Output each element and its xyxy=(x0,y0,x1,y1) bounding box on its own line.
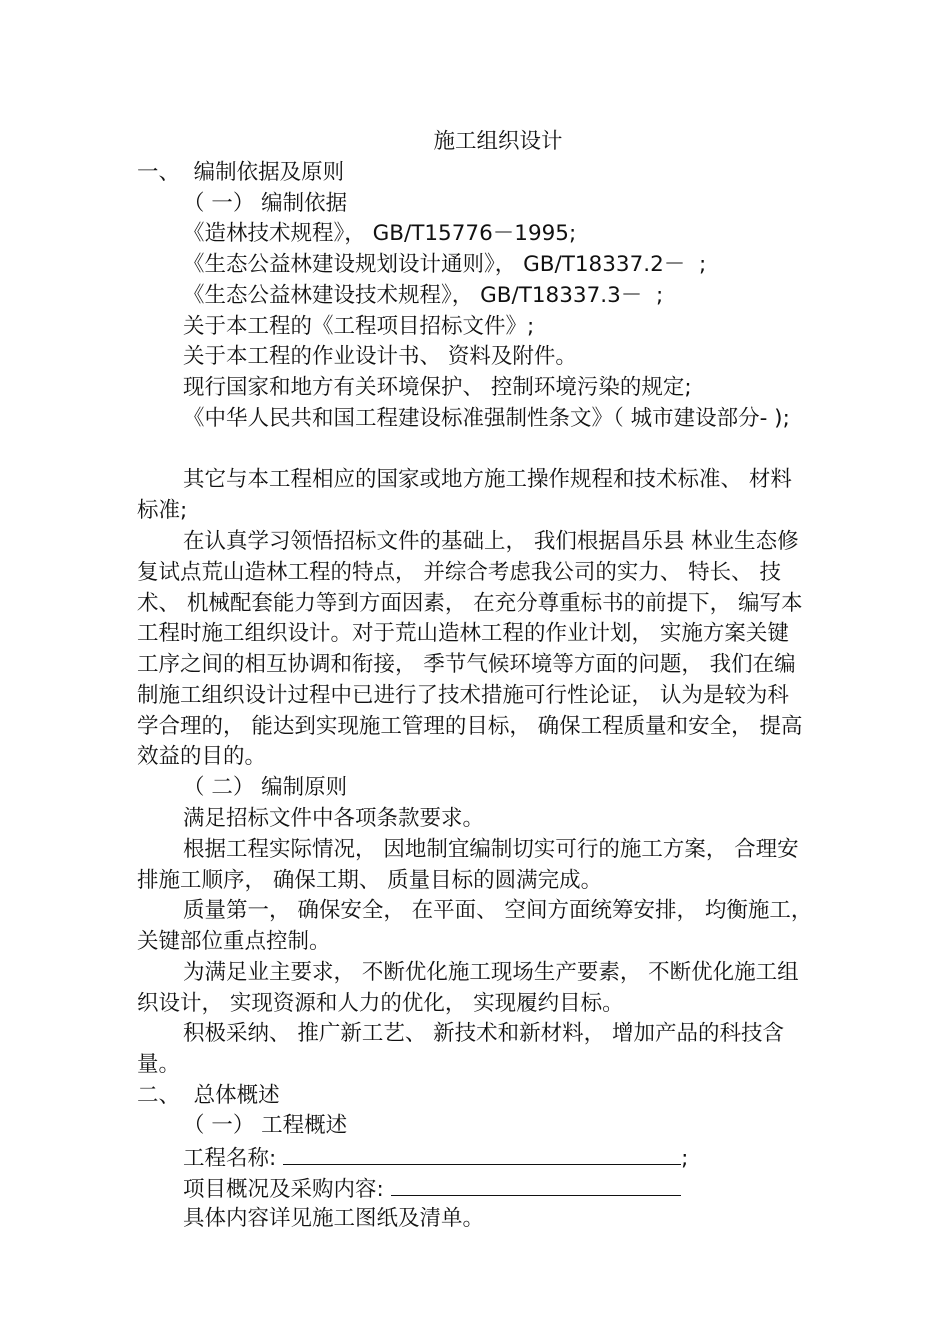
project-name-suffix: ; xyxy=(681,1146,689,1171)
paragraph-line: 学合理的， 能达到实现施工管理的目标， 确保工程质量和安全， 提高 xyxy=(137,714,803,739)
paragraph-line: 工程时施工组织设计。对于荒山造林工程的作业计划， 实施方案关键 xyxy=(137,621,789,646)
principle-line: 为满足业主要求， 不断优化施工现场生产要素， 不断优化施工组 xyxy=(183,960,799,985)
section-heading-1: 一、 编制依据及原则 xyxy=(137,160,345,185)
subsection-heading-basis: （ 一） 编制依据 xyxy=(183,191,348,216)
project-name-label: 工程名称: xyxy=(183,1146,277,1171)
subsection-heading-principles: （ 二） 编制原则 xyxy=(183,775,348,800)
paragraph-line: 其它与本工程相应的国家或地方施工操作规程和技术标准、 材料 xyxy=(183,467,792,492)
paragraph-line: 工序之间的相互协调和衔接， 季节气候环境等方面的问题， 我们在编 xyxy=(137,652,796,677)
project-scope-blank xyxy=(391,1173,681,1196)
principle-line: 积极采纳、 推广新工艺、 新技术和新材料， 增加产品的科技含 xyxy=(183,1021,785,1046)
project-scope-label: 项目概况及采购内容: xyxy=(183,1177,384,1202)
document-title: 施工组织设计 xyxy=(433,129,563,154)
paragraph-line: 在认真学习领悟招标文件的基础上， 我们根据昌乐县 林业生态修 xyxy=(183,529,799,554)
paragraph-line: 效益的目的。 xyxy=(137,744,267,769)
basis-item: 关于本工程的《工程项目招标文件》; xyxy=(183,314,535,339)
project-scope-line xyxy=(183,1173,681,1205)
basis-item: 现行国家和地方有关环境保护、 控制环境污染的规定; xyxy=(183,375,692,400)
paragraph-line: 标准; xyxy=(137,498,188,523)
principle-line: 量。 xyxy=(137,1052,181,1077)
details-note: 具体内容详见施工图纸及清单。 xyxy=(183,1206,485,1231)
principle-line: 满足招标文件中各项条款要求。 xyxy=(183,806,485,831)
paragraph-line: 复试点荒山造林工程的特点， 并综合考虑我公司的实力、 特长、 技 xyxy=(137,560,782,585)
paragraph-line: 制施工组织设计过程中已进行了技术措施可行性论证， 认为是较为科 xyxy=(137,683,789,708)
principle-line: 质量第一， 确保安全， 在平面、 空间方面统筹安排， 均衡施工， xyxy=(183,898,813,923)
paragraph-line: 术、 机械配套能力等到方面因素， 在充分尊重标书的前提下， 编写本 xyxy=(137,591,803,616)
section-heading-2: 二、 总体概述 xyxy=(137,1083,280,1108)
principle-line: 关键部位重点控制。 xyxy=(137,929,331,954)
basis-item: 《中华人民共和国工程建设标准强制性条文》（ 城市建设部分- ); xyxy=(183,406,790,431)
project-name-line xyxy=(183,1142,688,1174)
basis-item: 《造林技术规程》， GB/T15776－1995; xyxy=(183,221,577,246)
project-name-blank xyxy=(283,1142,681,1165)
principle-line: 排施工顺序， 确保工期、 质量目标的圆满完成。 xyxy=(137,868,603,893)
basis-item: 《生态公益林建设技术规程》， GB/T18337.3－ ; xyxy=(183,283,664,308)
basis-item: 《生态公益林建设规划设计通则》， GB/T18337.2－ ; xyxy=(183,252,707,277)
basis-item: 关于本工程的作业设计书、 资料及附件。 xyxy=(183,344,577,369)
subsection-heading-overview: （ 一） 工程概述 xyxy=(183,1113,348,1138)
principle-line: 根据工程实际情况， 因地制宜编制切实可行的施工方案， 合理安 xyxy=(183,837,799,862)
principle-line: 织设计， 实现资源和人力的优化， 实现履约目标。 xyxy=(137,991,624,1016)
